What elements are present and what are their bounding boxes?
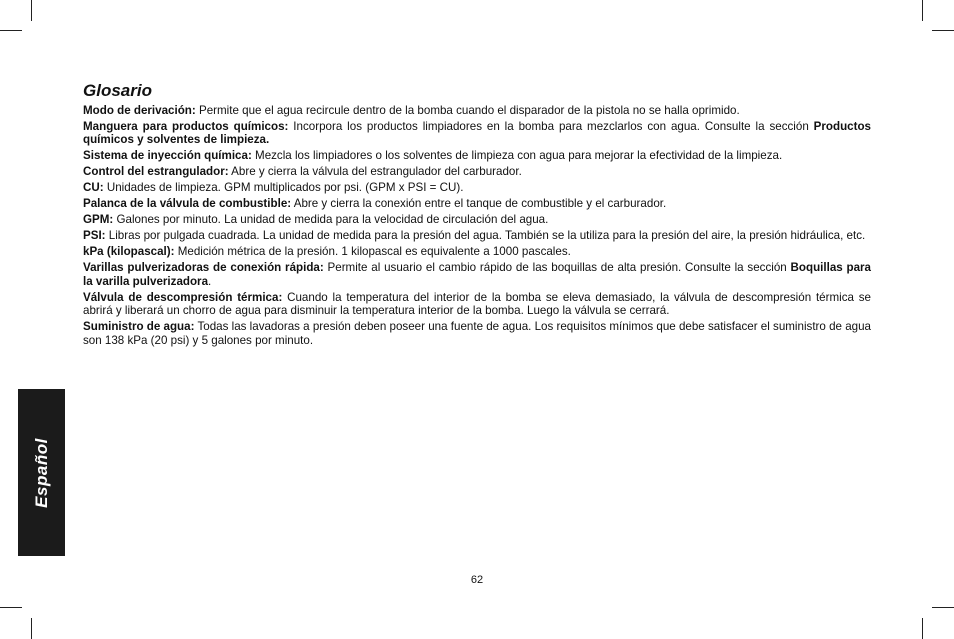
glossary-definition: Abre y cierra la válvula del estrangulador del carburador. xyxy=(228,165,522,179)
glossary-entry xyxy=(83,149,871,162)
glossary-definition: Permite que el agua recircule dentro de la bomba cuando el disparador de la pistola no se halla oprimido. xyxy=(195,104,740,117)
glossary-definition: Permite al usuario el cambio rápido de las boquillas de alta presión. Consulte la sección xyxy=(323,261,791,275)
glossary-entry xyxy=(83,320,871,347)
glossary-term: Modo de derivación: xyxy=(83,104,196,117)
glossary-definition: Todas las lavadoras a presión deben poseer una fuente de agua. Los requisitos mínimos que debe satisfacer el suministro de agua son 138 kPa (20 psi) y 5 galones por minuto. xyxy=(83,320,871,347)
glossary-term: PSI: xyxy=(83,229,106,243)
glossary-entry xyxy=(83,104,871,117)
glossary-term: Varillas pulverizadoras de conexión rápida: xyxy=(83,261,324,275)
glossary-entry xyxy=(83,165,871,178)
glossary-definition: Galones por minuto. La unidad de medida para la velocidad de circulación del agua. xyxy=(113,213,549,227)
section-reference: Boquillas para la varilla pulverizadora xyxy=(83,261,871,288)
glossary-entry xyxy=(83,197,871,210)
glossary-entry xyxy=(83,291,871,318)
glossary-term: Manguera para productos químicos: xyxy=(83,120,289,133)
glossary-definition: Abre y cierra la conexión entre el tanque de combustible y el carburador. xyxy=(291,197,667,211)
glossary-definition: Libras por pulgada cuadrada. La unidad de medida para la presión del agua. También se la utiliza para la presión del aire, la presión hidráulica, etc. xyxy=(105,229,866,243)
glossary-entry xyxy=(83,181,871,194)
crop-mark xyxy=(31,618,32,639)
language-label: Español xyxy=(31,437,51,508)
glossary-term: Control del estrangulador: xyxy=(83,165,229,179)
glossary-term: Sistema de inyección química: xyxy=(83,149,252,163)
glossary-list xyxy=(83,104,871,347)
trailing-punctuation: . xyxy=(208,274,212,288)
glossary-entry xyxy=(83,245,871,258)
glossary-definition: Incorpora los productos limpiadores en la bomba para mezclarlos con agua. Consulte la sección xyxy=(288,120,814,133)
language-side-tab xyxy=(18,389,65,556)
glossary-term: GPM: xyxy=(83,213,114,227)
page-number: 62 xyxy=(470,574,484,586)
crop-mark xyxy=(922,0,923,21)
glossary-definition: Mezcla los limpiadores o los solventes de limpieza con agua para mejorar la efectividad de la limpieza. xyxy=(251,149,783,163)
glossary-definition: Unidades de limpieza. GPM multiplicados por psi. (GPM x PSI = CU). xyxy=(103,181,464,195)
glossary-term: Palanca de la válvula de combustible: xyxy=(83,197,292,211)
crop-mark xyxy=(0,30,22,31)
glossary-entry xyxy=(83,229,871,242)
glossary-term: Suministro de agua: xyxy=(83,320,195,334)
glossary-definition: Cuando la temperatura del interior de la bomba se eleva demasiado, la válvula de descompresión térmica se abrirá y liberará un chorro de agua para disminuir la temperatura interior de la bomba. Luego la válvula se cerrará. xyxy=(83,290,871,318)
glossary-term: Válvula de descompresión térmica: xyxy=(83,290,283,304)
page-title: Glosario xyxy=(83,81,152,100)
crop-mark xyxy=(31,0,32,21)
glossary-entry xyxy=(83,213,871,226)
crop-mark xyxy=(932,30,954,31)
glossary-term: CU: xyxy=(83,181,104,195)
glossary-definition: Medición métrica de la presión. 1 kilopascal es equivalente a 1000 pascales. xyxy=(174,245,571,259)
glossary-term: kPa (kilopascal): xyxy=(83,245,175,259)
section-reference: Productos químicos y solventes de limpieza. xyxy=(83,120,872,147)
glossary-entry xyxy=(83,120,871,147)
glossary-entry xyxy=(83,261,871,288)
glossary-section xyxy=(83,81,871,350)
crop-mark xyxy=(932,607,954,608)
crop-mark xyxy=(922,618,923,639)
crop-mark xyxy=(0,607,22,608)
